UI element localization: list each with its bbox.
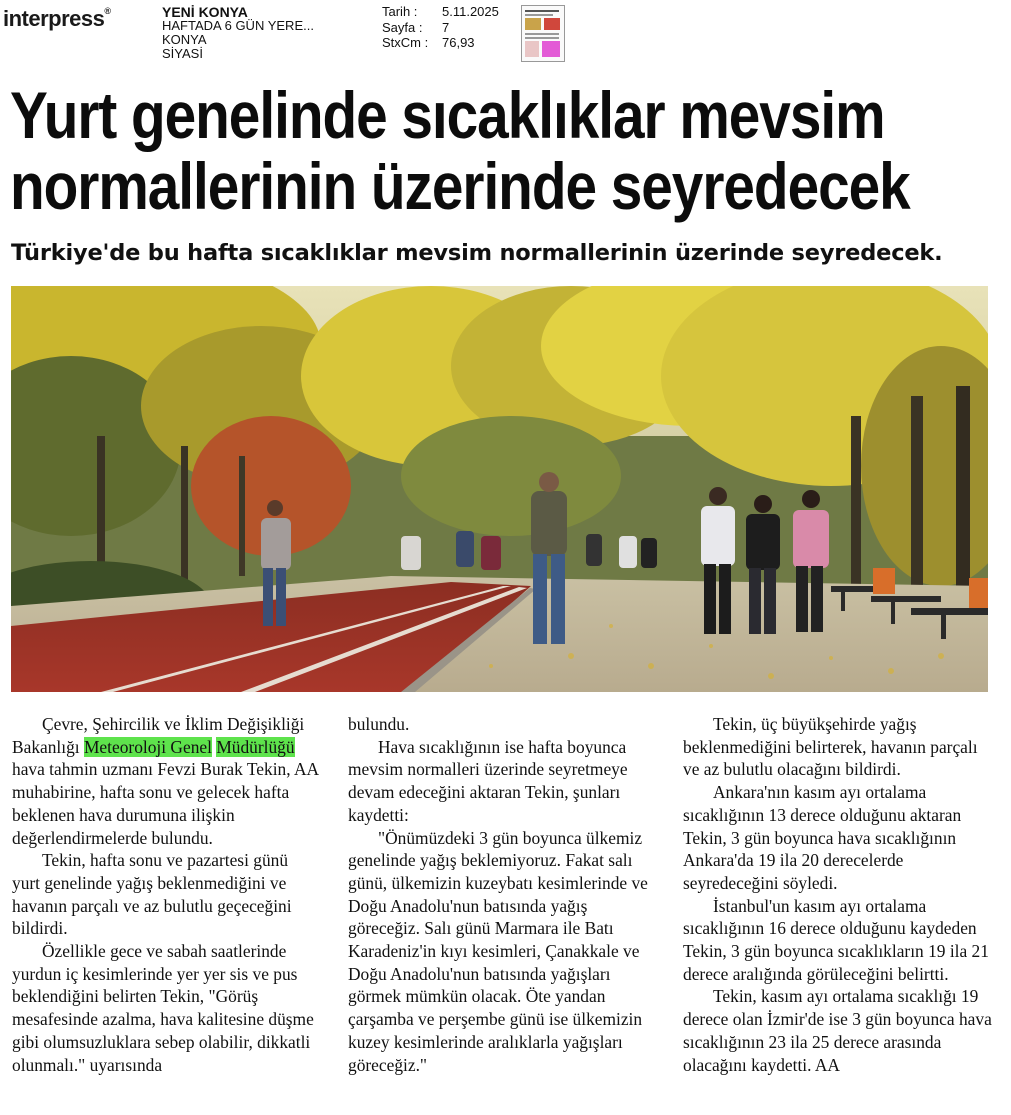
col2-paragraph-0: bulundu.: [348, 714, 410, 734]
interpress-logo: interpress®: [3, 6, 111, 31]
clipping-meta: [382, 4, 499, 51]
publication-name: YENİ KONYA: [162, 4, 248, 20]
highlight-term: Müdürlüğü: [216, 736, 295, 757]
clipping-header: [0, 0, 1011, 70]
publication-frequency: HAFTADA 6 GÜN YERE...: [162, 18, 314, 33]
article-column-3: [683, 713, 993, 1076]
autumn-park-photo: [11, 286, 988, 692]
headline-line-1: Yurt genelinde sıcaklıklar mevsim: [10, 78, 885, 152]
col1-paragraph-1: Çevre, Şehircilik ve İklim Değişikliği Bakanlığı Meteoroloji Genel Müdürlüğü hava tahmin uzmanı Fevzi Burak Tekin, AA muhabirine, hafta sonu ve gelecek hafta beklenen hava durumuna ilişkin değerlendirmelerde bulundu.: [12, 714, 319, 848]
meta-page: Sayfa : 7: [382, 19, 450, 35]
meta-stxcm: StxCm : 76,93: [382, 35, 475, 50]
page-thumbnail: [521, 5, 565, 62]
meta-date: Tarih : 5.11.2025: [382, 4, 499, 19]
col3-paragraph-4: Tekin, kasım ayı ortalama sıcaklığı 19 derece olan İzmir'de ise 3 gün boyunca hava sıcaklığının 23 ila 25 derece arasında olacağını kaydetti. AA: [683, 986, 992, 1075]
publication-city: KONYA: [162, 32, 207, 47]
subheadline: Türkiye'de bu hafta sıcaklıklar mevsim normallerinin üzerinde seyredecek.: [11, 240, 943, 266]
col2-paragraph-2: "Önümüzdeki 3 gün boyunca ülkemiz genelinde yağış beklemiyoruz. Fakat salı günü, ülkemizin kuzeybatı kesimlerinde ve Doğu Anadolu'nun batısında yağış göreceğiz. Salı günü Marmara ile Batı Karadeniz'in kıyı kesimleri, Çanakkale ve Doğu Anadolu'nun batısında yağışları görmek mümkün olacak. Öte yandan çarşamba ve perşembe günü ise ülkemizin kuzey kesimlerinde aralıklarla yağışları göreceğiz.": [348, 827, 648, 1075]
article-column-2: [348, 713, 658, 1076]
col3-paragraph-3: İstanbul'un kasım ayı ortalama sıcaklığının 16 derece olduğunu kaydeden Tekin, 3 gün boyunca sıcaklıkların 19 ila 21 derece aralığında görüleceğini belirtti.: [683, 895, 989, 984]
col3-paragraph-2: Ankara'nın kasım ayı ortalama sıcaklığının 13 derece olduğunu aktaran Tekin, 3 gün boyunca hava sıcaklığının Ankara'da 19 ila 20 derecelerde seyredeceğini söyledi.: [683, 782, 962, 893]
highlight-term: Meteoroloji Genel: [83, 736, 212, 757]
publication-category: SİYASİ: [162, 46, 203, 61]
col3-paragraph-1: Tekin, üç büyükşehirde yağış beklenmediğini belirterek, havanın parçalı ve az bulutlu olacağını bildirdi.: [683, 714, 978, 780]
publication-info: [162, 5, 314, 61]
headline-line-2: normallerinin üzerinde seyredecek: [10, 149, 910, 223]
col1-paragraph-2: Tekin, hafta sonu ve pazartesi günü yurt genelinde yağış beklenmediğini ve havanın parçalı ve az bulutlu geçeceğini bildirdi.: [12, 850, 292, 939]
headline: [10, 80, 999, 222]
col2-paragraph-1: Hava sıcaklığının ise hafta boyunca mevsim normalleri üzerinde seyretmeye devam edeceğini aktaran Tekin, şunları kaydetti:: [348, 736, 628, 825]
col1-paragraph-3: Özellikle gece ve sabah saatlerinde yurdun iç kesimlerinde yer yer sis ve pus beklendiğini belirten Tekin, "Görüş mesafesinde azalma, hava kalitesine düşme gibi olumsuzluklara sebep olabilir, dikkatli olunmalı." uyarısında: [12, 941, 314, 1075]
article-column-1: [12, 713, 320, 1076]
